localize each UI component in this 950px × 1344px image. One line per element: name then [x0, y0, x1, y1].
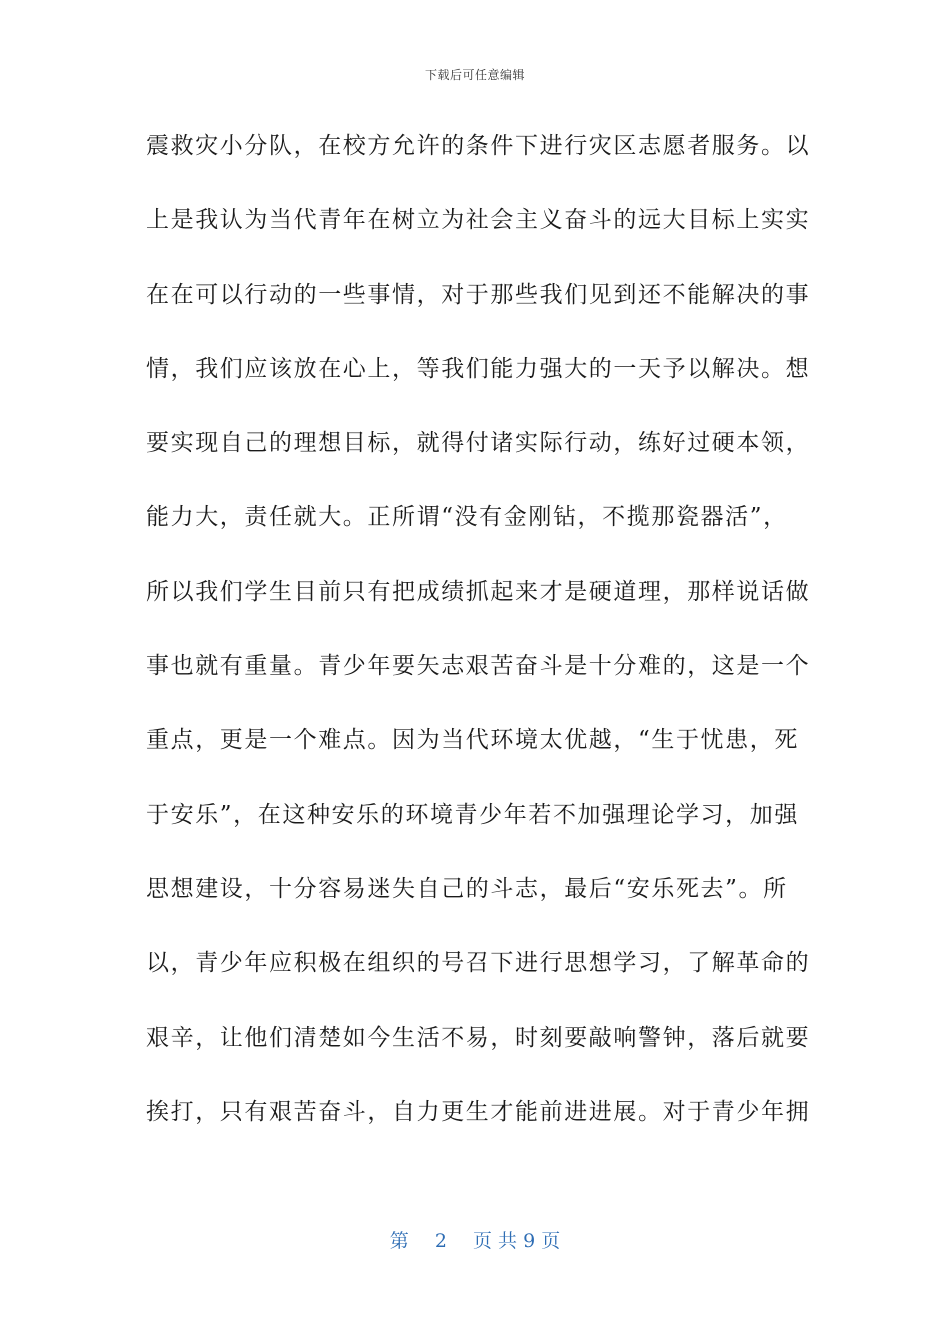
text-line: 所以我们学生目前只有把成绩抓起来才是硬道理，那样说话做	[146, 578, 811, 605]
page-footer	[0, 1226, 950, 1253]
text-line: 在在可以行动的一些事情，对于那些我们见到还不能解决的事	[146, 281, 811, 308]
header-note: 下载后可任意编辑	[424, 68, 525, 82]
page-number: 2	[434, 1230, 447, 1252]
text-line: 上是我认为当代青年在树立为社会主义奋斗的远大目标上实实	[146, 207, 811, 234]
text-line: 挨打，只有艰苦奋斗，自力更生才能前进进展。对于青少年拥	[146, 1098, 811, 1125]
page-label-prefix: 第	[389, 1230, 409, 1252]
text-line: 于安乐”，在这种安乐的环境青少年若不加强理论学习，加强	[146, 801, 799, 828]
page-label-mid: 页 共	[473, 1230, 518, 1252]
page-label-suffix: 页	[541, 1230, 561, 1252]
text-line: 震救灾小分队，在校方允许的条件下进行灾区志愿者服务。以	[146, 133, 811, 159]
text-line: 事也就有重量。青少年要矢志艰苦奋斗是十分难的，这是一个	[146, 653, 811, 680]
text-line: 艰辛，让他们清楚如今生活不易，时刻要敲响警钟，落后就要	[146, 1024, 811, 1051]
text-line: 重点，更是一个难点。因为当代环境太优越，“生于忧患，死	[146, 727, 799, 754]
text-line: 能力大，责任就大。正所谓“没有金刚钻，不揽那瓷器活”，	[146, 504, 788, 531]
text-line: 以，青少年应积极在组织的号召下进行思想学习，了解革命的	[146, 950, 811, 977]
text-line: 要实现自己的理想目标，就得付诸实际行动，练好过硬本领，	[146, 430, 811, 457]
text-line: 思想建设，十分容易迷失自己的斗志，最后“安乐死去”。所	[146, 875, 788, 902]
document-body	[146, 128, 811, 1168]
total-pages: 9	[523, 1230, 536, 1252]
text-line: 情，我们应该放在心上，等我们能力强大的一天予以解决。想	[146, 355, 811, 382]
